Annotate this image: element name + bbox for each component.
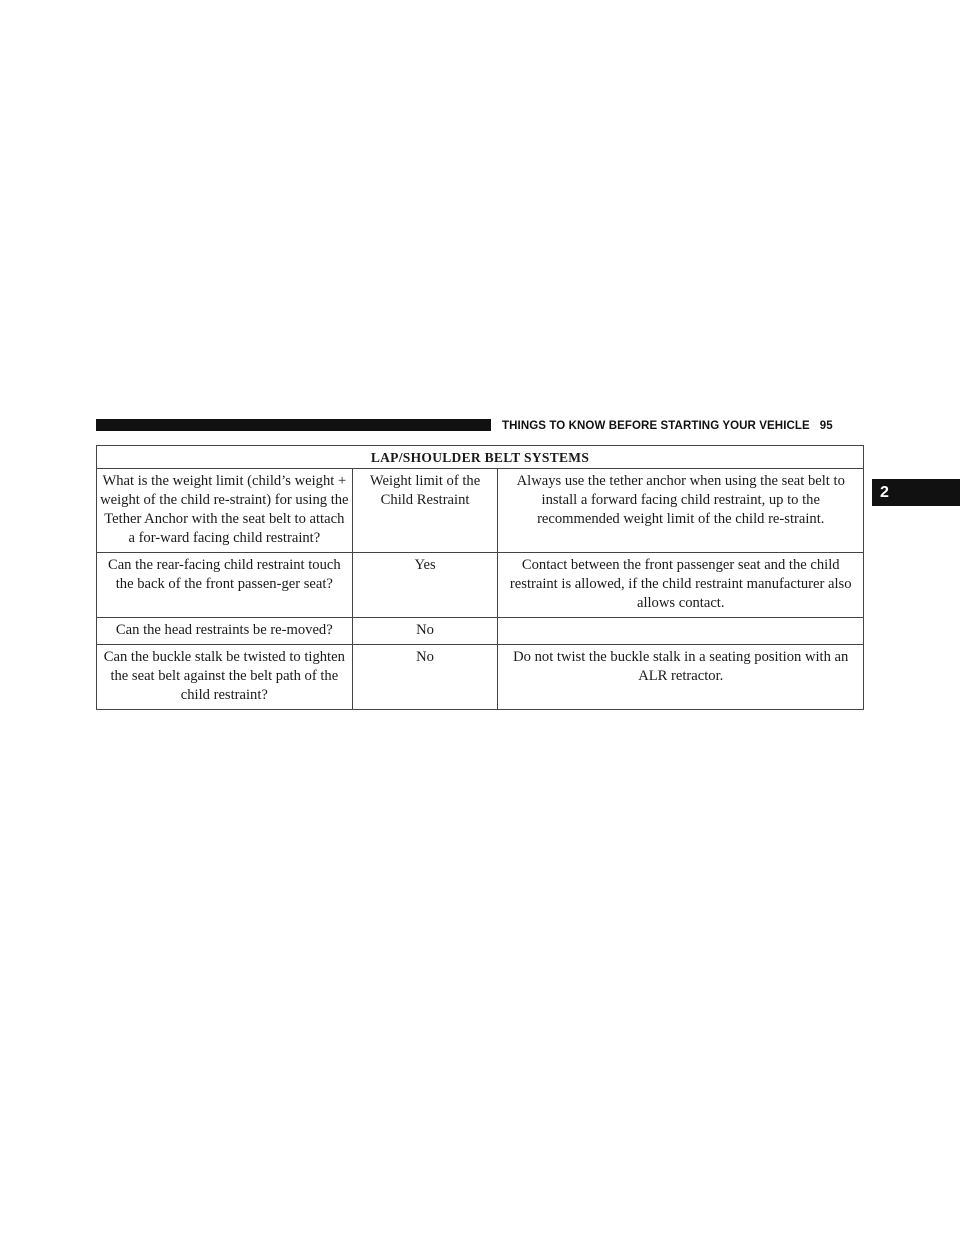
table-title: LAP/SHOULDER BELT SYSTEMS: [97, 446, 864, 469]
note-cell: Contact between the front passenger seat and the child restraint is allowed, if the child restraint manufacturer also allows contact.: [498, 553, 864, 618]
note-cell: Do not twist the buckle stalk in a seating position with an ALR retractor.: [498, 645, 864, 710]
answer-cell: No: [352, 618, 498, 645]
section-title: THINGS TO KNOW BEFORE STARTING YOUR VEHICLE: [502, 420, 810, 432]
lap-shoulder-belt-table: [96, 445, 864, 710]
question-cell: Can the buckle stalk be twisted to tighten the seat belt against the belt path of the child restraint?: [97, 645, 353, 710]
note-cell: Always use the tether anchor when using the seat belt to install a forward facing child restraint, up to the recommended weight limit of the child re-straint.: [498, 469, 864, 553]
page-number: 95: [819, 420, 833, 432]
answer-cell: Yes: [352, 553, 498, 618]
question-cell: Can the rear-facing child restraint touch the back of the front passen-ger seat?: [97, 553, 353, 618]
answer-cell: No: [352, 645, 498, 710]
table-row: [97, 469, 864, 553]
question-cell: What is the weight limit (child’s weight + weight of the child re-straint) for using the Tether Anchor with the seat belt to attach a for-ward facing child restraint?: [97, 469, 353, 553]
table-row: [97, 645, 864, 710]
header-rule-bar: [96, 419, 491, 431]
chapter-tab-label: 2: [880, 484, 889, 501]
table-row: [97, 618, 864, 645]
table-row: [97, 553, 864, 618]
answer-cell: Weight limit of the Child Restraint: [352, 469, 498, 553]
running-header: [502, 419, 833, 433]
note-cell: [498, 618, 864, 645]
table-title-row: [97, 446, 864, 469]
chapter-tab[interactable]: [872, 479, 960, 506]
question-cell: Can the head restraints be re-moved?: [97, 618, 353, 645]
